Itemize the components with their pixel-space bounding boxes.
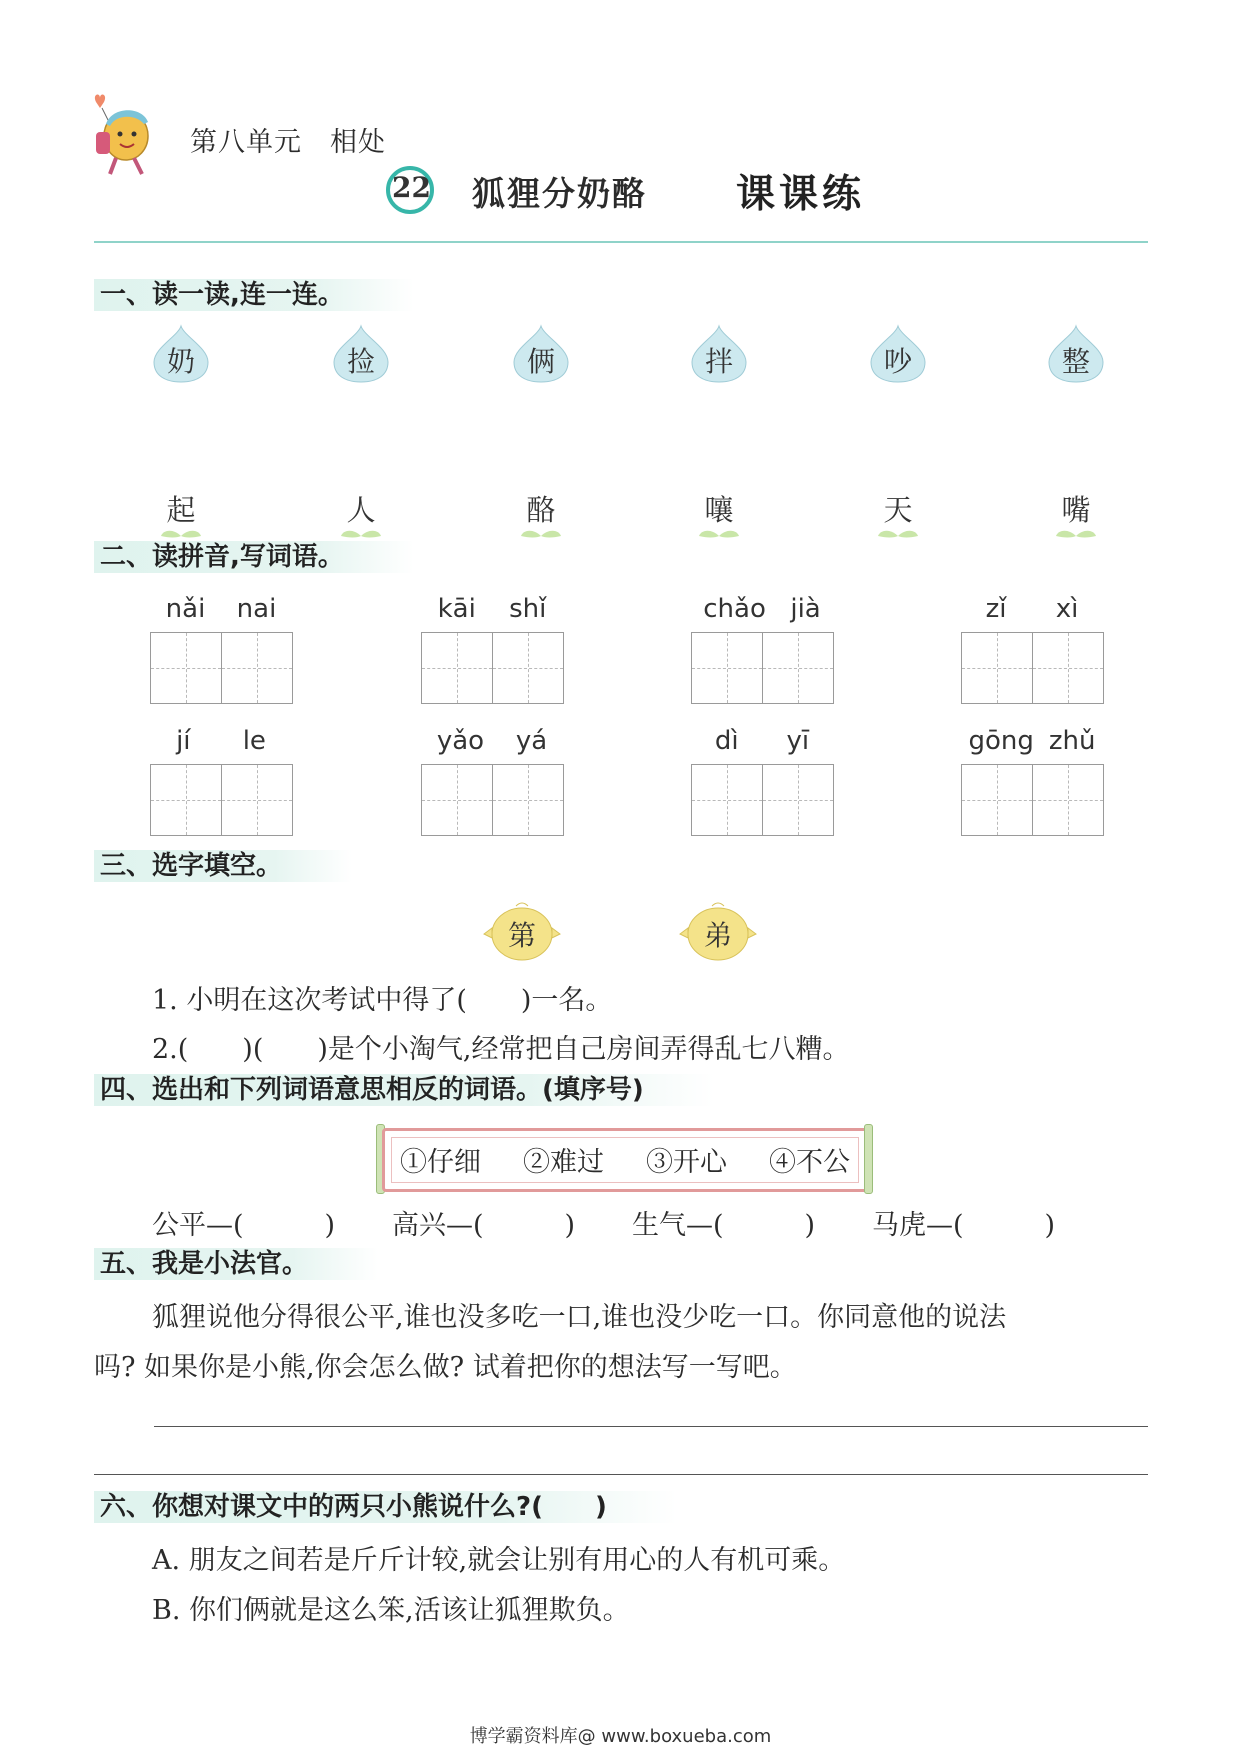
sprout-leaf-icon	[339, 526, 383, 540]
sprout-char[interactable]	[868, 488, 928, 544]
writing-cell[interactable]	[1032, 764, 1104, 836]
scroll-rod-right	[864, 1124, 873, 1194]
pinyin-syllable: nai	[236, 594, 277, 624]
writing-grid	[961, 632, 1103, 704]
section-6-title: 六、你想对课文中的两只小熊说什么?( )	[94, 1491, 677, 1523]
pinyin-syllable: zhǔ	[1048, 726, 1096, 756]
writing-cell[interactable]	[961, 632, 1033, 704]
writing-grid	[421, 632, 563, 704]
word-bank-items	[400, 1140, 850, 1179]
series-title: 课课练	[736, 172, 866, 217]
writing-cell[interactable]	[691, 764, 763, 836]
sprout-char-label: 人	[346, 493, 376, 527]
drop-char[interactable]	[690, 324, 748, 384]
pinyin-syllable: zǐ	[985, 594, 1007, 624]
word-bank-option: ④不公	[769, 1147, 850, 1178]
pinyin-row	[421, 594, 563, 624]
sprout-leaf-icon	[876, 526, 920, 540]
pinyin-syllable: le	[242, 726, 266, 756]
pinyin-syllable: shǐ	[509, 594, 547, 624]
writing-cell[interactable]	[762, 764, 834, 836]
sprout-char[interactable]	[151, 488, 211, 544]
drop-char-label: 捡	[346, 345, 375, 378]
sprout-leaf-icon	[697, 526, 741, 540]
drop-char[interactable]	[152, 324, 210, 384]
word-bank-option: ③开心	[646, 1147, 727, 1178]
writing-cell[interactable]	[221, 764, 293, 836]
writing-grid	[150, 764, 292, 836]
unit-name: 相处	[330, 127, 386, 158]
pinyin-syllable: jià	[790, 594, 821, 624]
sprout-char[interactable]	[1046, 488, 1106, 544]
writing-grid	[691, 764, 833, 836]
word-bank-option: ①仔细	[400, 1147, 481, 1178]
pinyin-row	[421, 726, 563, 756]
section-2-title: 二、读拼音,写词语。	[94, 541, 414, 573]
pinyin-syllable: chǎo	[703, 594, 766, 624]
writing-cell[interactable]	[150, 632, 222, 704]
unit-number: 第八单元	[190, 127, 302, 158]
drop-char-label: 整	[1061, 345, 1090, 378]
drop-char-label: 俩	[526, 345, 555, 378]
sprout-char-label: 起	[166, 493, 196, 527]
writing-cell[interactable]	[691, 632, 763, 704]
pinyin-row	[150, 726, 292, 756]
footer-watermark: 博学霸资料库@ www.boxueba.com	[469, 1726, 772, 1747]
sprout-char[interactable]	[689, 488, 749, 544]
mascot-illustration	[86, 88, 162, 180]
option-a: A. 朋友之间若是斤斤计较,就会让别有用心的人有机可乘。	[152, 1545, 846, 1576]
sprout-leaf-icon	[159, 526, 203, 540]
lesson-number-badge	[386, 166, 432, 212]
drop-char-label: 吵	[883, 345, 912, 378]
antonym-blank[interactable]: 生气—( )	[632, 1210, 816, 1241]
word-bank-scroll	[376, 1124, 872, 1192]
pinyin-syllable: nǎi	[165, 594, 206, 624]
answer-line[interactable]	[94, 1474, 1148, 1475]
writing-cell[interactable]	[221, 632, 293, 704]
option-b: B. 你们俩就是这么笨,活该让狐狸欺负。	[152, 1595, 630, 1626]
option-chick-label: 第	[507, 919, 536, 952]
sprout-char[interactable]	[331, 488, 391, 544]
writing-cell[interactable]	[762, 632, 834, 704]
section-5-prompt-line-2: 吗? 如果你是小熊,你会怎么做? 试着把你的想法写一写吧。	[94, 1352, 797, 1383]
writing-cell[interactable]	[150, 764, 222, 836]
pinyin-row	[961, 726, 1103, 756]
pinyin-syllable: yī	[786, 726, 810, 756]
pinyin-syllable: jí	[176, 726, 191, 756]
question-2: 2.( )( )是个小淘气,经常把自己房间弄得乱七八糟。	[152, 1034, 850, 1065]
writing-grid	[150, 632, 292, 704]
section-5-title: 五、我是小法官。	[94, 1248, 378, 1280]
lesson-number: 22	[392, 171, 431, 204]
pinyin-syllable: yá	[515, 726, 548, 756]
sprout-leaf-icon	[519, 526, 563, 540]
writing-cell[interactable]	[421, 764, 493, 836]
section-4-title: 四、选出和下列词语意思相反的词语。(填序号)	[94, 1074, 714, 1106]
antonym-blank[interactable]: 高兴—( )	[392, 1210, 576, 1241]
writing-grid	[691, 632, 833, 704]
pinyin-syllable: kāi	[437, 594, 476, 624]
pinyin-row	[691, 594, 833, 624]
pinyin-syllable: gōng	[968, 726, 1034, 756]
antonym-blank[interactable]: 马虎—( )	[872, 1210, 1056, 1241]
word-bank-option: ②难过	[523, 1147, 604, 1178]
drop-char-label: 奶	[166, 345, 195, 378]
sprout-char[interactable]	[511, 488, 571, 544]
section-3-title: 三、选字填空。	[94, 850, 352, 882]
drop-char[interactable]	[869, 324, 927, 384]
pinyin-syllable: yǎo	[436, 726, 485, 756]
pinyin-row	[691, 726, 833, 756]
writing-cell[interactable]	[961, 764, 1033, 836]
drop-char[interactable]	[1047, 324, 1105, 384]
drop-char[interactable]	[332, 324, 390, 384]
answer-line[interactable]	[154, 1426, 1148, 1427]
drop-char-label: 拌	[704, 345, 733, 378]
writing-cell[interactable]	[1032, 632, 1104, 704]
unit-heading	[190, 120, 386, 159]
section-1-title: 一、读一读,连一连。	[94, 279, 414, 311]
sprout-char-label: 嚷	[704, 493, 734, 527]
section-5-prompt-line-1: 狐狸说他分得很公平,谁也没多吃一口,谁也没少吃一口。你同意他的说法	[152, 1302, 1007, 1333]
writing-cell[interactable]	[421, 632, 493, 704]
pinyin-row	[961, 594, 1103, 624]
lesson-title: 狐狸分奶酪	[472, 174, 647, 213]
option-chick[interactable]	[678, 898, 758, 964]
header-divider	[94, 241, 1148, 243]
sprout-char-label: 天	[883, 493, 913, 527]
option-chick-label: 弟	[703, 919, 732, 952]
sprout-char-label: 嘴	[1061, 493, 1091, 527]
drop-char[interactable]	[512, 324, 570, 384]
writing-grid	[961, 764, 1103, 836]
sprout-char-label: 酪	[526, 493, 556, 527]
writing-cell[interactable]	[492, 764, 564, 836]
antonym-blank[interactable]: 公平—( )	[152, 1210, 336, 1241]
pinyin-syllable: dì	[714, 726, 739, 756]
pinyin-syllable: xì	[1055, 594, 1079, 624]
writing-cell[interactable]	[492, 632, 564, 704]
pinyin-row	[150, 594, 292, 624]
sprout-leaf-icon	[1054, 526, 1098, 540]
writing-grid	[421, 764, 563, 836]
option-chick[interactable]	[482, 898, 562, 964]
question-1: 1. 小明在这次考试中得了( )一名。	[152, 985, 613, 1016]
